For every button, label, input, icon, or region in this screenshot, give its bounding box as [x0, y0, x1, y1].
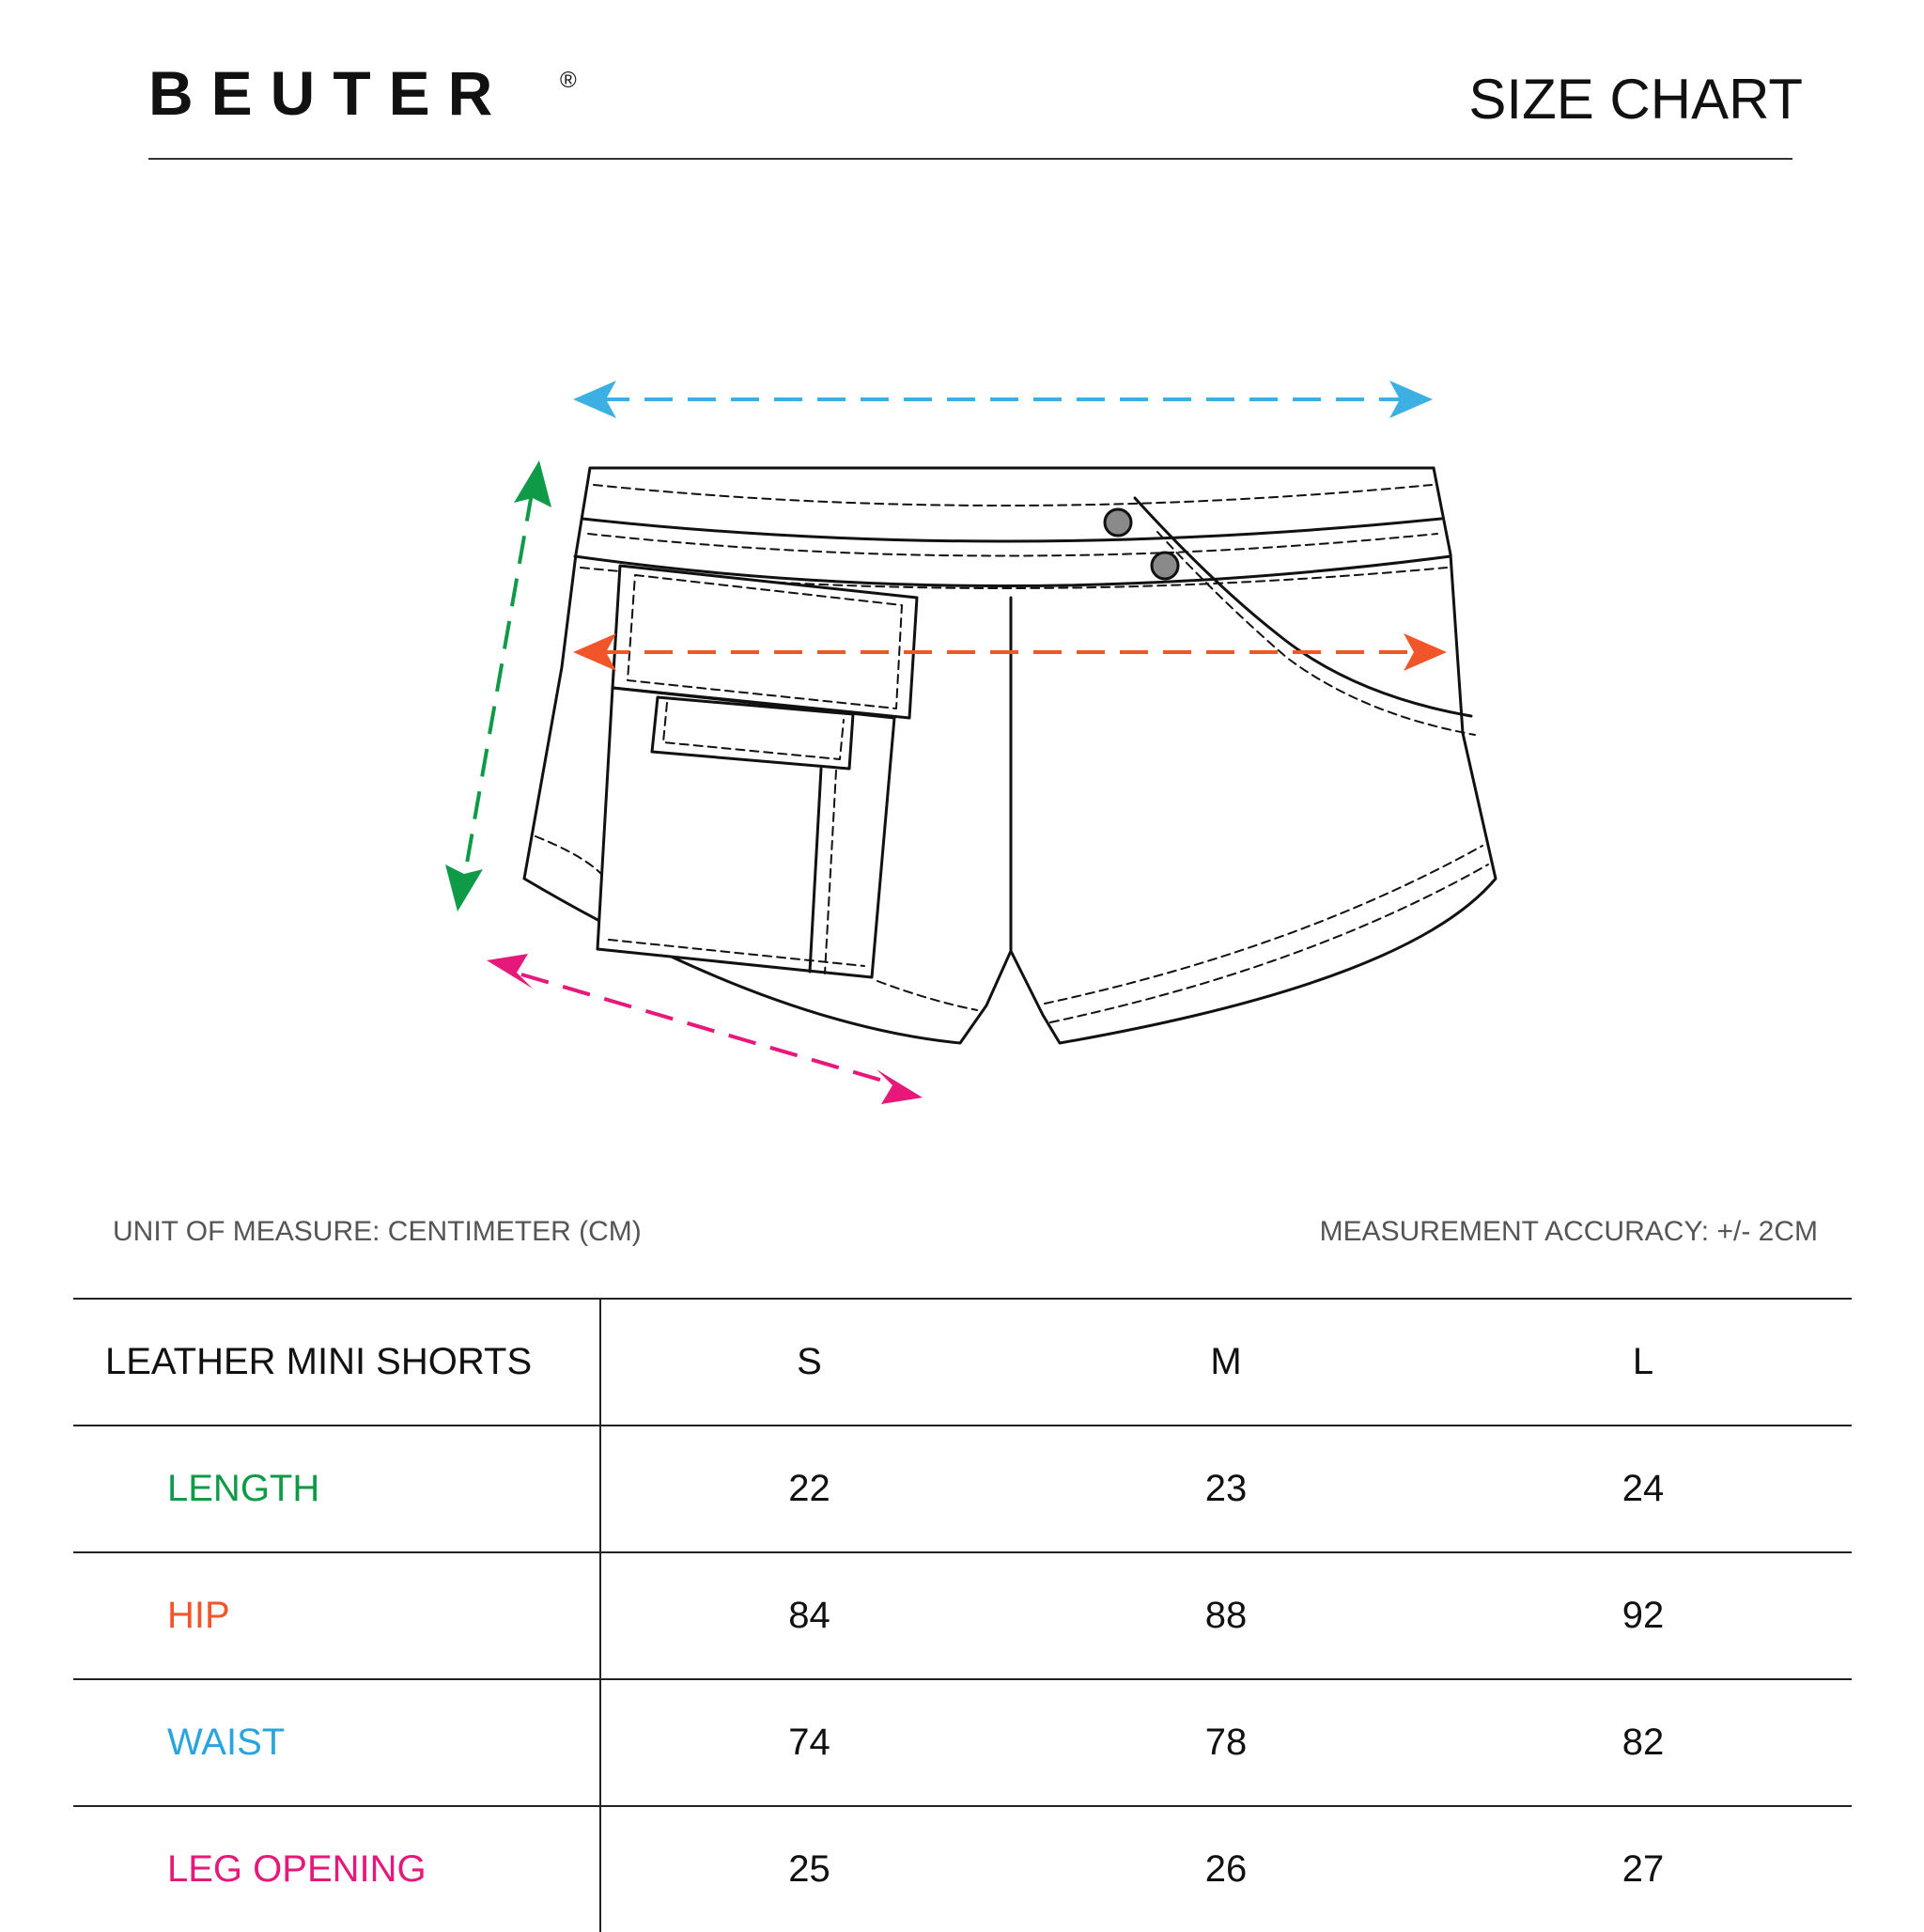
table-cell: 82: [1435, 1679, 1852, 1806]
size-header-s: S: [600, 1299, 1017, 1426]
table-row: [73, 1552, 1852, 1679]
table-cell: 24: [1435, 1426, 1852, 1552]
brand-logo: BEUTER: [148, 58, 511, 128]
unit-note: UNIT OF MEASURE: CENTIMETER (CM): [113, 1216, 642, 1247]
size-header-m: M: [1017, 1299, 1435, 1426]
page-title: SIZE CHART: [1468, 68, 1803, 131]
table-cell: 78: [1017, 1679, 1435, 1806]
size-table: [73, 1298, 1852, 1932]
product-name: LEATHER MINI SHORTS: [73, 1299, 600, 1426]
snap-button-top: [1105, 509, 1131, 536]
row-label-hip: HIP: [73, 1552, 600, 1679]
table-row: [73, 1679, 1852, 1806]
table-cell: 27: [1435, 1806, 1852, 1932]
table-cell: 25: [600, 1806, 1017, 1932]
accuracy-note: MEASUREMENT ACCURACY: +/- 2CM: [1319, 1216, 1818, 1247]
table-cell: 92: [1435, 1552, 1852, 1679]
registered-mark: ®: [560, 68, 577, 93]
table-cell: 74: [600, 1679, 1017, 1806]
row-label-leg-opening: LEG OPENING: [73, 1806, 600, 1932]
shorts-illustration: [524, 468, 1496, 1043]
table-cell: 23: [1017, 1426, 1435, 1552]
waist-measure-arrow: [573, 381, 1433, 418]
table-cell: 84: [600, 1552, 1017, 1679]
table-header-row: [73, 1299, 1852, 1426]
row-label-waist: WAIST: [73, 1679, 600, 1806]
size-header-l: L: [1435, 1299, 1852, 1426]
row-label-length: LENGTH: [73, 1426, 600, 1552]
table-row: [73, 1806, 1852, 1932]
table-cell: 22: [600, 1426, 1017, 1552]
table-row: [73, 1426, 1852, 1552]
snap-button-bottom: [1152, 553, 1178, 579]
table-cell: 26: [1017, 1806, 1435, 1932]
table-cell: 88: [1017, 1552, 1435, 1679]
